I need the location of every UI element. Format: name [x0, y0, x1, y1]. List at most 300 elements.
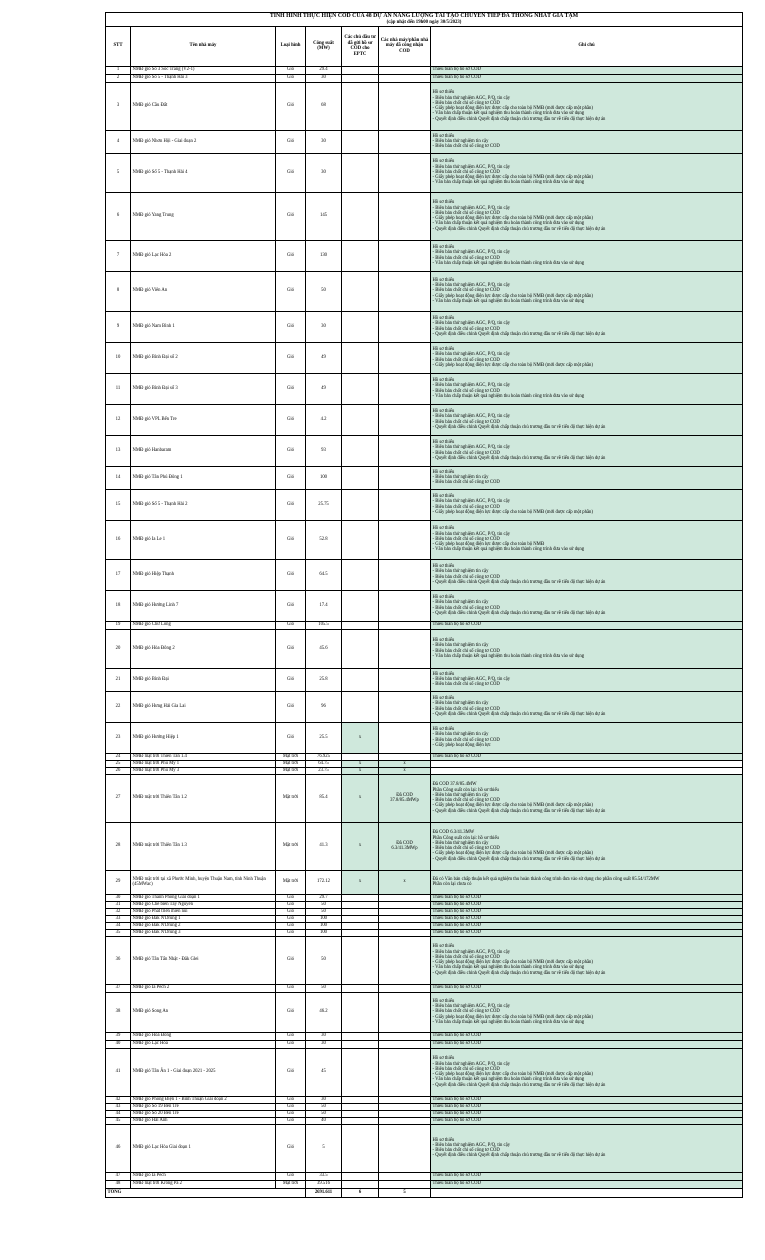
row-investor-cod — [342, 192, 379, 240]
row-type: Gió — [276, 130, 306, 153]
report-subtitle: (cập nhật đến 19h00 ngày 30/5/2023) — [386, 20, 462, 25]
row-type: Mặt trời — [276, 760, 306, 767]
table-row — [106, 992, 743, 1032]
row-capacity: 50 — [306, 1110, 342, 1117]
row-accepted — [379, 271, 431, 311]
row-investor-cod — [342, 373, 379, 404]
row-stt: 5 — [106, 153, 131, 192]
row-capacity: 33.5 — [306, 1172, 342, 1180]
row-plant-name: NMĐ gió Hải Anh — [131, 1117, 276, 1124]
row-note: Hồ sơ thiếu - Biên bản thử nghiệm AGC, P/Q, tin cậy - Biên bản chốt chỉ số công tơ COD - Văn bản chấp thuận kết quả nghiệm thu hoàn thành công trình đưa vào sử dụng — [431, 240, 743, 271]
row-capacity: 30 — [306, 153, 342, 192]
row-plant-name: NMĐ gió Lạc Hòa — [131, 1040, 276, 1048]
row-accepted — [379, 311, 431, 342]
row-capacity: 68 — [306, 82, 342, 130]
row-accepted — [379, 753, 431, 760]
row-stt: 46 — [106, 1124, 131, 1172]
table-row — [106, 311, 743, 342]
row-accepted — [379, 691, 431, 722]
row-type: Gió — [276, 240, 306, 271]
row-note: Hồ sơ thiếu - Biên bản thử nghiệm AGC, P/Q, tin cậy - Biên bản chốt chỉ số công tơ COD - Quyết định điều chỉnh Quyết định chấp thuận chủ trương đầu tư về tiến độ thực hiện dự án — [431, 404, 743, 435]
row-plant-name: NMĐ gió Hướng Linh 7 — [131, 590, 276, 621]
row-investor-cod: x — [342, 774, 379, 822]
row-type: Gió — [276, 74, 306, 82]
row-note: Hồ sơ thiếu - Biên bản thử nghiệm AGC, P/Q, tin cậy - Biên bản chốt chỉ số công tơ COD - Văn bản chấp thuận kết quả nghiệm thu hoàn thành công trình đưa vào sử dụng — [431, 373, 743, 404]
row-capacity: 49 — [306, 373, 342, 404]
row-note: Thiếu toàn bộ hồ sơ COD — [431, 922, 743, 929]
row-type: Gió — [276, 1124, 306, 1172]
row-plant-name: NMĐ gió Lạc Hòa 2 — [131, 240, 276, 271]
row-note: Hồ sơ thiếu - Biên bản thử nghiệm AGC, P/Q, tin cậy - Biên bản chốt chỉ số công tơ COD - Giấy phép hoạt động điện lực được cấp cho toàn bộ NMĐ (mới được cấp một phần) - Văn bản chấp thuận kết quả nghiệm thu hoàn thành công trình đưa vào sử dụng — [431, 153, 743, 192]
table-row — [106, 936, 743, 984]
row-capacity: 41.3 — [306, 822, 342, 870]
table-row — [106, 153, 743, 192]
row-accepted — [379, 722, 431, 753]
table-row — [106, 629, 743, 668]
row-plant-name: NMĐ gió Số 5 - Thạnh Hải 3 — [131, 74, 276, 82]
table-row — [106, 984, 743, 992]
row-plant-name: NMĐ gió Hưng Hải Gia Lai — [131, 691, 276, 722]
row-capacity: 64.5 — [306, 559, 342, 590]
table-row — [106, 1040, 743, 1048]
row-accepted — [379, 153, 431, 192]
table-row — [106, 82, 743, 130]
table-row — [106, 722, 743, 753]
table-row — [106, 240, 743, 271]
row-stt: 41 — [106, 1048, 131, 1096]
table-row — [106, 753, 743, 760]
row-type: Gió — [276, 1048, 306, 1096]
row-investor-cod — [342, 929, 379, 936]
row-capacity: 93 — [306, 435, 342, 466]
row-type: Gió — [276, 404, 306, 435]
row-plant-name: NMĐ gió Ia Pech 2 — [131, 984, 276, 992]
row-stt: 16 — [106, 520, 131, 559]
row-stt: 48 — [106, 1180, 131, 1188]
row-accepted — [379, 1180, 431, 1188]
row-plant-name: NMĐ gió Hanbaram — [131, 435, 276, 466]
row-type: Gió — [276, 153, 306, 192]
row-accepted — [379, 984, 431, 992]
row-stt: 1 — [106, 66, 131, 74]
row-note: Hồ sơ thiếu - Biên bản thử nghiệm tin cậy - Biên bản chốt chỉ số công tơ COD - Giấy phép hoạt động điện lực — [431, 722, 743, 753]
table-row — [106, 489, 743, 520]
table-row — [106, 767, 743, 774]
row-investor-cod — [342, 1172, 379, 1180]
report-title: TÌNH HÌNH THỰC HIỆN COD CỦA 48 DỰ ÁN NĂNG LƯỢNG TÁI TẠO CHUYỂN TIẾP ĐÃ THỐNG NHẤT GIÁ TẠM — [269, 13, 579, 19]
row-capacity: 100 — [306, 922, 342, 929]
row-note: Hồ sơ thiếu - Biên bản thử nghiệm AGC, P/Q, tin cậy - Biên bản chốt chỉ số công tơ COD - Giấy phép hoạt động điện lực được cấp cho toàn bộ NMĐ (mới được cấp một phần) — [431, 342, 743, 373]
table-row — [106, 760, 743, 767]
table-row — [106, 915, 743, 922]
row-capacity: 25.75 — [306, 489, 342, 520]
row-capacity: 130 — [306, 240, 342, 271]
table-row — [106, 1048, 743, 1096]
row-plant-name: NMĐ gió Chư Long — [131, 621, 276, 629]
row-type: Gió — [276, 908, 306, 915]
row-accepted — [379, 1124, 431, 1172]
row-investor-cod — [342, 466, 379, 489]
row-type: Gió — [276, 192, 306, 240]
row-plant-name: NMĐ mặt trời Krông Pa 2 — [131, 1180, 276, 1188]
row-plant-name: NMĐ gió Số 19 Bến Tre — [131, 1103, 276, 1110]
row-investor-cod — [342, 621, 379, 629]
row-stt: 42 — [106, 1096, 131, 1103]
row-accepted — [379, 466, 431, 489]
row-capacity: 50 — [306, 1103, 342, 1110]
row-capacity: 85.4 — [306, 774, 342, 822]
row-note: Thiếu toàn bộ hồ sơ COD — [431, 1103, 743, 1110]
row-stt: 27 — [106, 774, 131, 822]
row-investor-cod — [342, 1040, 379, 1048]
row-type: Gió — [276, 1172, 306, 1180]
table-row — [106, 621, 743, 629]
row-investor-cod — [342, 590, 379, 621]
row-note: Hồ sơ thiếu - Biên bản thử nghiệm AGC, P/Q, tin cậy - Biên bản chốt chỉ số công tơ COD - Giấy phép hoạt động điện lực được cấp cho toàn bộ NMĐ (mới được cấp một phần) - Văn bản chấp thuận kết quả nghiệm thu hoàn thành công trình đưa vào sử dụng — [431, 992, 743, 1032]
row-investor-cod — [342, 691, 379, 722]
row-stt: 25 — [106, 760, 131, 767]
row-investor-cod — [342, 629, 379, 668]
row-capacity: 45.6 — [306, 629, 342, 668]
table-row — [106, 908, 743, 915]
row-type: Gió — [276, 1040, 306, 1048]
row-plant-name: NMĐ gió Số 20 Bến Tre — [131, 1110, 276, 1117]
total-accepted: 5 — [379, 1188, 431, 1197]
table-row — [106, 668, 743, 691]
row-plant-name: NMĐ gió Số 3 Sóc Trăng (V2-1) — [131, 66, 276, 74]
row-plant-name: NMĐ gió Chế biến Tây Nguyên — [131, 901, 276, 908]
row-type: Gió — [276, 373, 306, 404]
row-plant-name: NMĐ gió Song An — [131, 992, 276, 1032]
row-plant-name: NMĐ gió Cầu Đất — [131, 82, 276, 130]
row-stt: 26 — [106, 767, 131, 774]
table-row — [106, 192, 743, 240]
row-capacity: 50 — [306, 908, 342, 915]
table-row — [106, 1110, 743, 1117]
row-investor-cod — [342, 894, 379, 901]
row-plant-name: NMĐ gió Nhơn Hội - Giai đoạn 2 — [131, 130, 276, 153]
row-type: Mặt trời — [276, 753, 306, 760]
row-accepted — [379, 668, 431, 691]
row-plant-name: NMĐ gió Phát triển miền núi — [131, 908, 276, 915]
row-stt: 19 — [106, 621, 131, 629]
row-investor-cod — [342, 82, 379, 130]
row-plant-name: NMĐ gió Yang Trung — [131, 192, 276, 240]
header-note: Ghi chú — [431, 26, 743, 66]
row-stt: 7 — [106, 240, 131, 271]
row-investor-cod — [342, 915, 379, 922]
row-note: Thiếu toàn bộ hồ sơ COD — [431, 1180, 743, 1188]
row-investor-cod — [342, 404, 379, 435]
row-type: Mặt trời — [276, 774, 306, 822]
row-capacity: 50 — [306, 901, 342, 908]
row-stt: 9 — [106, 311, 131, 342]
title-row — [106, 13, 743, 27]
row-stt: 35 — [106, 929, 131, 936]
row-accepted — [379, 908, 431, 915]
row-stt: 20 — [106, 629, 131, 668]
row-accepted — [379, 82, 431, 130]
row-investor-cod — [342, 435, 379, 466]
header-stt: STT — [106, 26, 131, 66]
row-type: Gió — [276, 311, 306, 342]
row-investor-cod — [342, 311, 379, 342]
row-capacity: 172.12 — [306, 870, 342, 894]
table-body — [106, 66, 743, 1188]
row-investor-cod — [342, 1048, 379, 1096]
row-plant-name: NMĐ gió Ia Pech — [131, 1172, 276, 1180]
table-row — [106, 271, 743, 311]
row-note: Thiếu toàn bộ hồ sơ COD — [431, 1040, 743, 1048]
row-type: Gió — [276, 520, 306, 559]
row-note: Hồ sơ thiếu - Biên bản thử nghiệm AGC, P/Q, tin cậy - Biên bản chốt chỉ số công tơ COD - Quyết định điều chỉnh Quyết định chấp thuận chủ trương đầu tư về tiến độ thực hiện dự án — [431, 1124, 743, 1172]
row-investor-cod — [342, 984, 379, 992]
row-note: Hồ sơ thiếu - Biên bản thử nghiệm AGC, P/Q, tin cậy - Biên bản chốt chỉ số công tơ COD - Giấy phép hoạt động điện lực được cấp cho toàn bộ NMĐ (mới được cấp một phần) - Văn bản chấp thuận kết quả nghiệm thu hoàn thành công trình đưa vào sử dụng - Quyết định điều chỉnh Quyết định chấp thuận chủ trương đầu tư về tiến độ thực hiện dự án — [431, 192, 743, 240]
row-note: Thiếu toàn bộ hồ sơ COD — [431, 1117, 743, 1124]
row-accepted — [379, 342, 431, 373]
row-capacity: 64.75 — [306, 760, 342, 767]
row-plant-name: NMĐ gió Lạc Hòa Giai đoạn 1 — [131, 1124, 276, 1172]
row-capacity: 76.925 — [306, 753, 342, 760]
table-row — [106, 922, 743, 929]
row-stt: 23 — [106, 722, 131, 753]
row-accepted: x — [379, 760, 431, 767]
row-type: Mặt trời — [276, 870, 306, 894]
row-capacity: 5 — [306, 1124, 342, 1172]
row-accepted — [379, 373, 431, 404]
row-investor-cod: x — [342, 870, 379, 894]
row-plant-name: NMĐ gió Tân Ân 1 - Giai đoạn 2021 - 2025 — [131, 1048, 276, 1096]
table-row — [106, 342, 743, 373]
row-type: Gió — [276, 435, 306, 466]
table-row — [106, 404, 743, 435]
total-note — [431, 1188, 743, 1197]
row-type: Gió — [276, 82, 306, 130]
row-accepted — [379, 489, 431, 520]
row-note: Thiếu toàn bộ hồ sơ COD — [431, 908, 743, 915]
row-stt: 29 — [106, 870, 131, 894]
row-plant-name: NMĐ gió Viên An — [131, 271, 276, 311]
row-note: Hồ sơ thiếu - Biên bản thử nghiệm AGC, P/Q, tin cậy - Biên bản chốt chỉ số công tơ COD - Giấy phép hoạt động điện lực được cấp cho toàn bộ NMĐ (mới được cấp một phần) - Văn bản chấp thuận kết quả nghiệm thu hoàn thành công trình đưa vào sử dụng - Quyết định điều chỉnh Quyết định chấp thuận chủ trương đầu tư về tiến độ thực hiện dự án — [431, 82, 743, 130]
row-accepted — [379, 435, 431, 466]
row-accepted — [379, 66, 431, 74]
row-accepted — [379, 240, 431, 271]
row-stt: 14 — [106, 466, 131, 489]
row-type: Gió — [276, 984, 306, 992]
row-stt: 43 — [106, 1103, 131, 1110]
row-type: Gió — [276, 894, 306, 901]
row-investor-cod: x — [342, 722, 379, 753]
row-accepted: x — [379, 767, 431, 774]
row-plant-name: NMĐ gió Bình Đại số 3 — [131, 373, 276, 404]
row-stt: 24 — [106, 753, 131, 760]
row-type: Gió — [276, 1103, 306, 1110]
row-capacity: 30 — [306, 74, 342, 82]
row-type: Gió — [276, 668, 306, 691]
row-capacity: 29.4 — [306, 66, 342, 74]
row-note: Thiếu toàn bộ hồ sơ COD — [431, 74, 743, 82]
header-investor-cod: Các chủ đầu tư đã gửi hồ sơ COD cho EPTC — [342, 26, 379, 66]
row-accepted — [379, 922, 431, 929]
row-type: Gió — [276, 621, 306, 629]
row-note: Hồ sơ thiếu - Biên bản thử nghiệm AGC, P/Q, tin cậy - Biên bản chốt chỉ số công tơ COD - Giấy phép hoạt động điện lực được cấp cho toàn bộ NMĐ (mới được cấp một phần) — [431, 489, 743, 520]
row-investor-cod — [342, 66, 379, 74]
row-investor-cod: x — [342, 767, 379, 774]
row-capacity: 45 — [306, 1048, 342, 1096]
row-accepted — [379, 1048, 431, 1096]
row-capacity: 25.8 — [306, 668, 342, 691]
row-investor-cod — [342, 520, 379, 559]
row-investor-cod — [342, 1117, 379, 1124]
title-cell — [106, 13, 743, 27]
row-note: Thiếu toàn bộ hồ sơ COD — [431, 66, 743, 74]
row-plant-name: NMĐ gió Đắk N'Drung 3 — [131, 929, 276, 936]
row-plant-name: NMĐ gió VPL Bến Tre — [131, 404, 276, 435]
row-type: Mặt trời — [276, 822, 306, 870]
row-note: Đã COD 37.8/85.4MW Phần Công suất còn lại: hồ sơ thiếu - Biên bản thử nghiệm tin cậy - Biên bản chốt chỉ số công tơ COD - Giấy phép hoạt động điện lực được cấp cho toàn bộ NMĐ (mới được cấp một phần) - Quyết định điều chỉnh Quyết định chấp thuận chủ trương đầu tư về tiến độ thực hiện dự án — [431, 774, 743, 822]
row-note: Hồ sơ thiếu - Biên bản thử nghiệm tin cậy - Biên bản chốt chỉ số công tơ COD — [431, 130, 743, 153]
table-row — [106, 590, 743, 621]
row-accepted: Đã COD 37.8/85.4MWp — [379, 774, 431, 822]
row-note — [431, 760, 743, 767]
table-row — [106, 373, 743, 404]
row-stt: 39 — [106, 1032, 131, 1040]
row-type: Gió — [276, 929, 306, 936]
row-note: Thiếu toàn bộ hồ sơ COD — [431, 753, 743, 760]
table-row — [106, 1180, 743, 1188]
row-capacity: 30 — [306, 1096, 342, 1103]
row-capacity: 49 — [306, 342, 342, 373]
row-accepted — [379, 894, 431, 901]
row-note: Hồ sơ thiếu - Biên bản thử nghiệm tin cậy - Biên bản chốt chỉ số công tơ COD - Quyết định điều chỉnh Quyết định chấp thuận chủ trương đầu tư về tiến độ thực hiện dự án — [431, 559, 743, 590]
total-cod: 6 — [342, 1188, 379, 1197]
row-investor-cod — [342, 922, 379, 929]
table-row — [106, 774, 743, 822]
row-note: Thiếu toàn bộ hồ sơ COD — [431, 915, 743, 922]
row-stt: 31 — [106, 901, 131, 908]
row-accepted — [379, 1117, 431, 1124]
header-capacity: Công suất (MW) — [306, 26, 342, 66]
row-capacity: 17.4 — [306, 590, 342, 621]
row-type: Mặt trời — [276, 1180, 306, 1188]
row-note: Hồ sơ thiếu - Biên bản thử nghiệm tin cậy - Biên bản chốt chỉ số công tơ COD - Quyết định điều chỉnh Quyết định chấp thuận chủ trương đầu tư về tiến độ thực hiện dự án — [431, 590, 743, 621]
row-stt: 40 — [106, 1040, 131, 1048]
row-type: Mặt trời — [276, 767, 306, 774]
row-capacity: 30 — [306, 311, 342, 342]
row-type: Gió — [276, 1032, 306, 1040]
row-accepted — [379, 1110, 431, 1117]
row-capacity: 100 — [306, 929, 342, 936]
row-stt: 6 — [106, 192, 131, 240]
row-note: Thiếu toàn bộ hồ sơ COD — [431, 929, 743, 936]
row-investor-cod — [342, 992, 379, 1032]
row-investor-cod — [342, 342, 379, 373]
row-type: Gió — [276, 629, 306, 668]
table-row — [106, 1032, 743, 1040]
row-type: Gió — [276, 901, 306, 908]
row-investor-cod — [342, 153, 379, 192]
row-note: Đã COD 6.3/41.3MW Phần Công suất còn lại: hồ sơ thiếu - Biên bản thử nghiệm tin cậy - Biên bản chốt chỉ số công tơ COD - Giấy phép hoạt động điện lực được cấp cho toàn bộ NMĐ (mới được cấp một phần) - Quyết định điều chỉnh Quyết định chấp thuận chủ trương đầu tư về tiến độ thực hiện dự án — [431, 822, 743, 870]
row-investor-cod: x — [342, 822, 379, 870]
row-accepted — [379, 1103, 431, 1110]
row-type: Gió — [276, 1117, 306, 1124]
table-row — [106, 1103, 743, 1110]
row-plant-name: NMĐ mặt trời tại xã Phước Minh, huyện Thuận Nam, tỉnh Ninh Thuận (45MWac) — [131, 870, 276, 894]
row-plant-name: NMĐ mặt trời Thiên Tân 1.2 — [131, 774, 276, 822]
row-plant-name: NMĐ mặt trời Phù Mỹ 1 — [131, 760, 276, 767]
row-type: Gió — [276, 992, 306, 1032]
row-capacity: 23.75 — [306, 767, 342, 774]
row-accepted: Đã COD 6.3/41.3MWp — [379, 822, 431, 870]
row-accepted — [379, 130, 431, 153]
row-note: Hồ sơ thiếu - Biên bản thử nghiệm tin cậy - Biên bản chốt chỉ số công tơ COD - Quyết định điều chỉnh Quyết định chấp thuận chủ trương đầu tư về tiến độ thực hiện dự án — [431, 691, 743, 722]
table-row — [106, 66, 743, 74]
row-capacity: 100 — [306, 466, 342, 489]
row-investor-cod — [342, 1180, 379, 1188]
row-investor-cod — [342, 489, 379, 520]
row-plant-name: NMĐ gió Bình Đại số 2 — [131, 342, 276, 373]
row-stt: 36 — [106, 936, 131, 984]
row-accepted — [379, 590, 431, 621]
total-capacity: 2691.611 — [306, 1188, 342, 1197]
row-stt: 44 — [106, 1110, 131, 1117]
row-capacity: 39.516 — [306, 1180, 342, 1188]
table-row — [106, 130, 743, 153]
row-plant-name: NMĐ gió Số 5 - Thạnh Hải 2 — [131, 489, 276, 520]
row-type: Gió — [276, 590, 306, 621]
row-plant-name: NMĐ mặt trời Thiên Tân 1.3 — [131, 822, 276, 870]
row-capacity: 25.5 — [306, 722, 342, 753]
row-note: Hồ sơ thiếu - Biên bản thử nghiệm tin cậy - Biên bản chốt chỉ số công tơ COD - Văn bản chấp thuận kết quả nghiệm thu hoàn thành công trình đưa vào sử dụng — [431, 629, 743, 668]
row-stt: 45 — [106, 1117, 131, 1124]
row-stt: 4 — [106, 130, 131, 153]
row-note: Hồ sơ thiếu - Biên bản thử nghiệm AGC, P/Q, tin cậy - Biên bản chốt chỉ số công tơ COD - Giấy phép hoạt động điện lực được cấp cho toàn bộ NMĐ (mới được cấp một phần) - Văn bản chấp thuận kết quả nghiệm thu hoàn thành công trình đưa vào sử dụng - Quyết định điều chỉnh Quyết định chấp thuận chủ trương đầu tư về tiến độ thực hiện dự án — [431, 936, 743, 984]
row-plant-name: NMĐ gió Nam Bình 1 — [131, 311, 276, 342]
row-investor-cod — [342, 901, 379, 908]
row-note: Hồ sơ thiếu - Biên bản thử nghiệm tin cậy - Biên bản chốt chỉ số công tơ COD — [431, 466, 743, 489]
row-investor-cod — [342, 559, 379, 590]
table-row — [106, 870, 743, 894]
header-row — [106, 26, 743, 66]
header-accepted: Các nhà máy/phần nhà máy đã công nhận COD — [379, 26, 431, 66]
row-accepted — [379, 936, 431, 984]
row-note: Hồ sơ thiếu - Biên bản thử nghiệm AGC, P/Q, tin cậy - Biên bản chốt chỉ số công tơ COD - Giấy phép hoạt động điện lực được cấp cho toàn bộ NMĐ (mới được cấp một phần) - Văn bản chấp thuận kết quả nghiệm thu hoàn thành công trình đưa vào sử dụng - Quyết định điều chỉnh Quyết định chấp thuận chủ trương đầu tư về tiến độ thực hiện dự án — [431, 1048, 743, 1096]
row-capacity: 50 — [306, 936, 342, 984]
row-accepted — [379, 629, 431, 668]
row-type: Gió — [276, 691, 306, 722]
cod-status-table — [105, 12, 743, 1198]
row-plant-name: NMĐ gió Bình Đại — [131, 668, 276, 691]
row-capacity: 105.5 — [306, 621, 342, 629]
row-investor-cod — [342, 668, 379, 691]
row-note: Thiếu toàn bộ hồ sơ COD — [431, 1172, 743, 1180]
row-plant-name: NMĐ gió Tân Tấn Nhật - Đăk Glei — [131, 936, 276, 984]
row-capacity: 52.8 — [306, 520, 342, 559]
row-plant-name: NMĐ gió Đắk N'Drung 2 — [131, 922, 276, 929]
row-note — [431, 767, 743, 774]
row-investor-cod — [342, 1110, 379, 1117]
row-type: Gió — [276, 915, 306, 922]
row-type: Gió — [276, 559, 306, 590]
table-row — [106, 894, 743, 901]
row-accepted — [379, 1032, 431, 1040]
row-note: Hồ sơ thiếu - Biên bản thử nghiệm AGC, P/Q, tin cậy - Biên bản chốt chỉ số công tơ COD - Giấy phép hoạt động điện lực được cấp cho toàn bộ NMĐ - Văn bản chấp thuận kết quả nghiệm thu hoàn thành công trình đưa vào sử dụng — [431, 520, 743, 559]
row-stt: 21 — [106, 668, 131, 691]
row-investor-cod — [342, 1124, 379, 1172]
row-accepted — [379, 74, 431, 82]
table-row — [106, 929, 743, 936]
table-row — [106, 691, 743, 722]
